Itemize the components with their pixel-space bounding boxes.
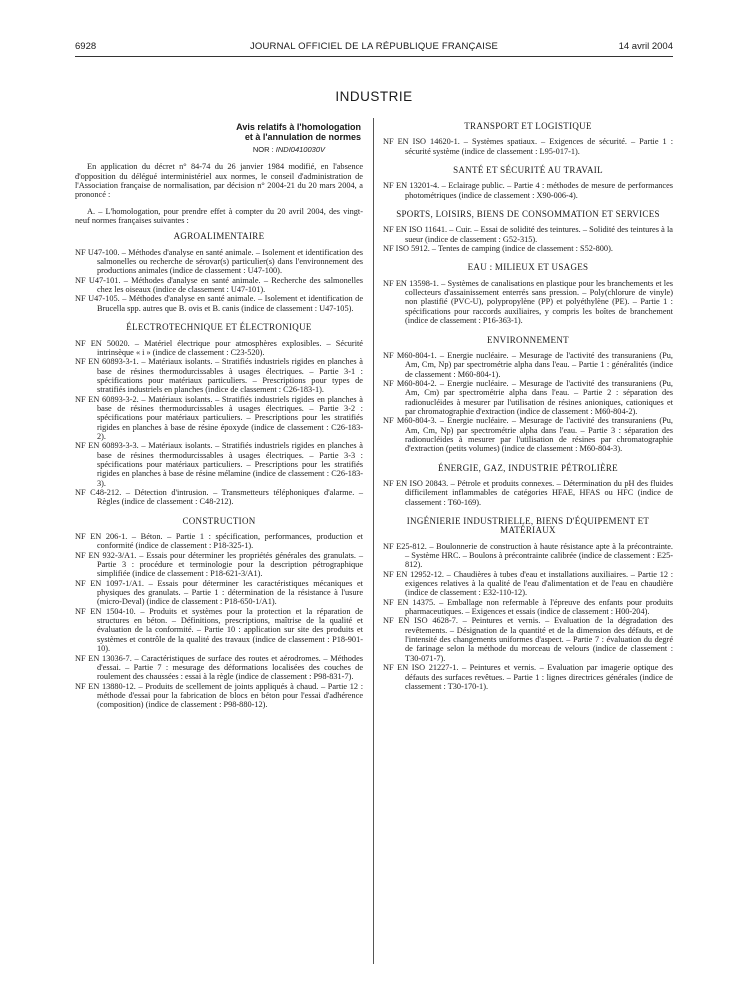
group-spacer [383,691,673,701]
standard-entry: NF EN 60893-3-1. – Matériaux isolants. – Stratifiés industriels rigides en planches à base de résines thermodurcissables à usages électriques. – Partie 3-1 : spécifications pour matériaux particuliers. – Prescriptions pour types de stratifiés industriels en planches (indice de classement : C26-183-1). [75,357,363,395]
section-title: INDUSTRIE [335,89,413,104]
notice-title-line-2: et à l'annulation de normes [244,132,361,142]
standard-entry: NF M60-804-3. – Energie nucléaire. – Mesurage de l'activité des transuraniens (Pu, Am, Cm, Np) par spectrométrie alpha dans l'eau. – Partie 3 : séparation des radionucléides à mesurer par l'utilisation de résines par chromatographie d'extraction (petits volumes) (indice de classement : M60-804-3). [383,416,673,454]
standard-entry: NF EN 1097-1/A1. – Essais pour déterminer les caractéristiques mécaniques et physiques des granulats. – Partie 1 : détermination de la résistance à l'usure (micro-Deval) (indice de classement : P18-650-1/A1). [75,578,363,607]
standard-entry: NF EN ISO 21227-1. – Peintures et vernis. – Evaluation par imagerie optique des défauts des surfaces revêtues. – Partie 1 : lignes directrices générales (indice de classement : T30-170-1). [383,663,673,691]
standard-entry: NF EN ISO 14620-1. – Systèmes spatiaux. – Exigences de sécurité. – Partie 1 : sécurité système (indice de classement : L95-017-1). [383,137,673,156]
group-heading: INGÉNIERIE INDUSTRIELLE, BIENS D'ÉQUIPEMENT ET MATÉRIAUX [406,516,650,536]
right-standards-list [383,122,673,701]
standard-entry: NF U47-100. – Méthodes d'analyse en santé animale. – Isolement et identification des salmonelles ou recherche de sérovar(s) particulier(s) dans l'environnement des productions animales (indice de classement : U47-100). [75,247,363,276]
standard-entry: NF EN 50020. – Matériel électrique pour atmosphères explosibles. – Sécurité intrinsèque « i » (indice de classement : C23-520). [75,338,363,357]
left-standards-list [75,232,363,719]
group-heading: ENVIRONNEMENT [487,334,569,345]
nor-reference [75,145,325,154]
homologation-paragraph: A. – L'homologation, pour prendre effet à compter du 20 avril 2004, des vingt-neuf normes françaises suivantes : [75,206,363,226]
standard-entry: NF E25-812. – Boulonnerie de construction à haute résistance apte à la précontrainte. – Système HRC. – Boulons à précontrainte calibrée (indice de classement : E25-812). [383,541,673,570]
standard-entry: NF ISO 5912. – Tentes de camping (indice de classement : S52-800). [383,244,613,254]
standard-entry: NF EN 60893-3-3. – Matériaux isolants. – Stratifiés industriels rigides en planches à base de résines thermodurcissables à usages électriques. – Partie 3-3 : spécifications pour matériaux particuliers. – Prescriptions pour les stratifiés rigides en planches à base de résine mélamine (indice de classement : C26-183-3). [75,441,363,488]
group-heading: EAU : MILIEUX ET USAGES [467,262,589,273]
nor-label: NOR : [252,145,274,154]
group-heading: ÉLECTROTECHNIQUE ET ÉLECTRONIQUE [126,322,312,333]
standard-entry: NF EN 13036-7. – Caractéristiques de surface des routes et aérodromes. – Méthodes d'essai. – Partie 7 : mesurage des déformations localisées des couches de roulement des chaussées : essai à la règle (indice de classement : P98-831-7). [75,653,363,682]
standards-group [383,210,673,263]
standard-entry: NF EN 60893-3-2. – Matériaux isolants. – Stratifiés industriels rigides en planches à base de résines thermodurcissables à usages électriques. – Partie 3-2 : spécifications pour matériaux particuliers. – Prescriptions pour les stratifiés rigides en planches à base de résine époxyde (indice de classement : C26-183-2). [75,394,363,441]
standard-entry: NF EN ISO 20843. – Pétrole et produits connexes. – Détermination du pH des fluides difficilement inflammables de catégories HFAE, HFAS ou HFC (indice de classement : T60-169). [383,478,673,507]
running-header [75,41,673,55]
header-rule [75,56,673,57]
notice-title-line-1: Avis relatifs à l'homologation [236,122,361,132]
nor-code: INDI0410030V [275,145,325,154]
standards-group [383,166,673,210]
standard-entry: NF EN 14375. – Emballage non refermable à l'épreuve des enfants pour produits pharmaceutiques. – Exigences et essais (indice de classement : H00-204). [383,597,673,617]
column-divider [373,118,374,964]
standard-entry: NF EN 932-3/A1. – Essais pour déterminer les propriétés générales des granulats. – Partie 3 : procédure et terminologie pour la description pétrographique simplifiée (indice de classement : P18-621-3/A1). [75,550,363,579]
standards-group [75,323,363,517]
standard-entry: NF EN ISO 4628-7. – Peintures et vernis. – Evaluation de la dégradation des revêtements. – Désignation de la quantité et de la dimension des défauts, et de l'intensité des changements uniformes d'aspect. – Partie 7 : évaluation du degré de farinage selon la méthode du morceau de velours (indice de classement : T30-071-7). [383,616,673,663]
standards-group [383,263,673,335]
group-heading: SANTÉ ET SÉCURITÉ AU TRAVAIL [453,165,603,176]
issue-date: 14 avril 2004 [618,41,673,52]
left-column [75,122,363,720]
page-number: 6928 [75,41,97,52]
standards-group [383,464,673,517]
standard-entry: NF EN 13880-12. – Produits de scellement de joints appliqués à chaud. – Partie 12 : méthode d'essai pour la fabrication de blocs en béton pour l'essai d'adhérence (composition) (indice de classement : P98-880-12). [75,681,363,710]
group-heading: TRANSPORT ET LOGISTIQUE [464,121,592,131]
group-heading: AGROALIMENTAIRE [173,231,265,242]
group-heading: CONSTRUCTION [182,515,256,526]
standard-entry: NF M60-804-1. – Energie nucléaire. – Mesurage de l'activité des transuraniens (Pu, Am, Cm, Np) par spectrométrie alpha dans l'eau. – Partie 1 : généralités (indice de classement : M60-804-1). [383,350,673,379]
standard-entry: NF EN 206-1. – Béton. – Partie 1 : spécification, performances, production et conformité (indice de classement : P18-325-1). [75,532,363,551]
standards-group [383,517,673,701]
standard-entry: NF M60-804-2. – Energie nucléaire. – Mesurage de l'activité des transuraniens (Pu, Am, Cm) par spectrométrie alpha dans l'eau. – Partie 2 : séparation des radionucléides à mesurer par l'utilisation de résines anioniques, cationiques et par chromatographie d'extraction (indice de classement : M60-804-2). [383,378,673,416]
right-column [383,122,673,701]
journal-title: JOURNAL OFFICIEL DE LA RÉPUBLIQUE FRANÇAISE [249,41,499,52]
standard-entry: NF EN 1504-10. – Produits et systèmes pour la protection et la réparation de structures en béton. – Définitions, prescriptions, maîtrise de la qualité et évaluation de la conformité. – Partie 10 : application sur site des produits et systèmes et contrôle de la qualité des travaux (indice de classement : P18-901-10). [75,606,363,654]
group-heading: ÉNERGIE, GAZ, INDUSTRIE PÉTROLIÈRE [438,462,618,473]
group-heading: SPORTS, LOISIRS, BIENS DE CONSOMMATION ET SERVICES [396,209,660,220]
standard-entry: NF EN ISO 11641. – Cuir. – Essai de solidité des teintures. – Solidité des teintures à la sueur (indice de classement : G52-315). [383,225,673,244]
standards-group [75,517,363,720]
intro-paragraph: En application du décret n° 84-74 du 26 janvier 1984 modifié, en l'absence d'opposition du délégué interministériel aux normes, le conseil d'administration de l'Association française de normalisation, par décision n° 2004-21 du 20 mars 2004, a prononcé : [75,162,363,200]
notice-title [75,122,361,142]
standard-entry: NF C48-212. – Détection d'intrusion. – Transmetteurs téléphoniques d'alarme. – Règles (indice de classement : C48-212). [75,488,363,507]
standards-group [75,232,363,323]
standard-entry: NF EN 13598-1. – Systèmes de canalisations en plastique pour les branchements et les collecteurs d'assainissement enterrés sans pression. – Poly(chlorure de vinyle) non plastifié (PVC-U), polypropylène (PP) et polyéthylène (PE). – Partie 1 : spécifications pour raccords auxiliaires, y compris les boîtes de branchement (indice de classement : P16-363-1). [383,278,673,326]
group-spacer [75,710,363,720]
standard-entry: NF EN 12952-12. – Chaudières à tubes d'eau et installations auxiliaires. – Partie 12 : exigences relatives à la qualité de l'eau d'alimentation et de l'eau en chaudière (indice de classement : E32-110-12). [383,569,673,598]
standards-group [383,122,673,166]
standard-entry: NF U47-105. – Méthodes d'analyse en santé animale. – Isolement et identification de Brucella spp. autres que B. ovis et B. canis (indice de classement : U47-105). [75,294,363,313]
standards-group [383,336,673,464]
standard-entry: NF EN 13201-4. – Eclairage public. – Partie 4 : méthodes de mesure de performances photométriques (indice de classement : X90-006-4). [383,181,673,200]
standard-entry: NF U47-101. – Méthodes d'analyse en santé animale. – Recherche des salmonelles chez les oiseaux (indice de classement : U47-101). [75,275,363,295]
group-spacer [383,326,673,336]
